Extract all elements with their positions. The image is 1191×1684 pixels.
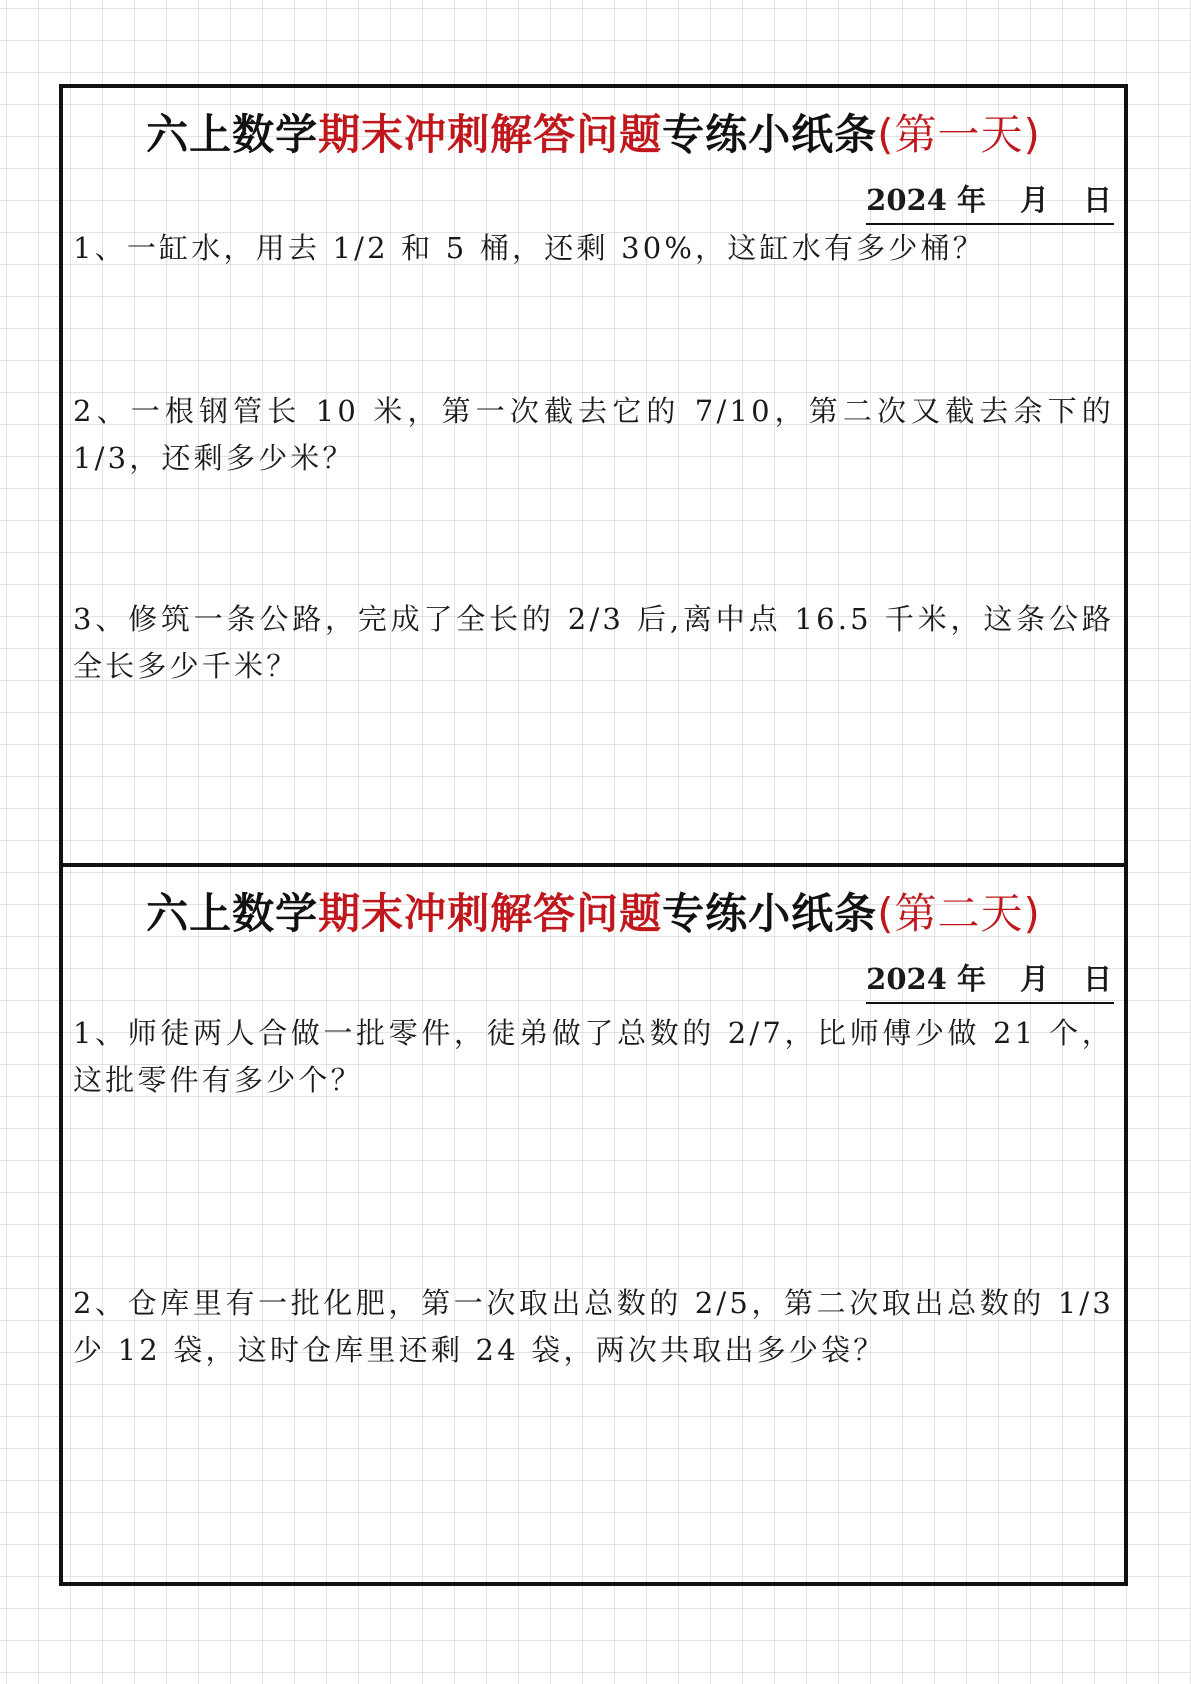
date-year: 2024 年: [866, 962, 986, 996]
title-text: 六上数学: [146, 110, 319, 159]
title-text: 六上数学: [146, 889, 319, 938]
date-line: [866, 957, 1114, 1004]
title-day: (第二天): [877, 889, 1041, 938]
worksheet-day-2: [63, 867, 1124, 1586]
title-highlight: 期末冲刺解答问题: [318, 889, 663, 938]
worksheet-title: [63, 102, 1124, 162]
question-item: 2、仓库里有一批化肥，第一次取出总数的 2/5，第二次取出总数的 1/3 少 12 袋，这时仓库里还剩 24 袋，两次共取出多少袋？: [73, 1286, 1114, 1367]
worksheet-day-1: [63, 88, 1124, 863]
date-year: 2024 年: [866, 183, 986, 217]
date-month: 月: [1019, 962, 1049, 996]
worksheet-title: [63, 881, 1124, 941]
question-item: 2、一根钢管长 10 米，第一次截去它的 7/10，第二次又截去余下的 1/3，还剩多少米？: [73, 394, 1114, 475]
title-text: 专练小纸条: [662, 110, 878, 159]
date-line: [866, 178, 1114, 225]
date-day: 日: [1082, 183, 1112, 217]
question-item: 1、一缸水，用去 1/2 和 5 桶，还剩 30%，这缸水有多少桶？: [73, 231, 985, 265]
title-highlight: 期末冲刺解答问题: [318, 110, 663, 159]
question-item: 3、修筑一条公路，完成了全长的 2/3 后,离中点 16.5 千米，这条公路全长多少千米？: [73, 602, 1114, 683]
date-day: 日: [1082, 962, 1112, 996]
title-text: 专练小纸条: [662, 889, 878, 938]
worksheet: [59, 84, 1128, 1586]
date-month: 月: [1019, 183, 1049, 217]
title-day: (第一天): [877, 110, 1041, 159]
question-item: 1、师徒两人合做一批零件，徒弟做了总数的 2/7，比师傅少做 21 个，这批零件有多少个？: [73, 1016, 1114, 1097]
